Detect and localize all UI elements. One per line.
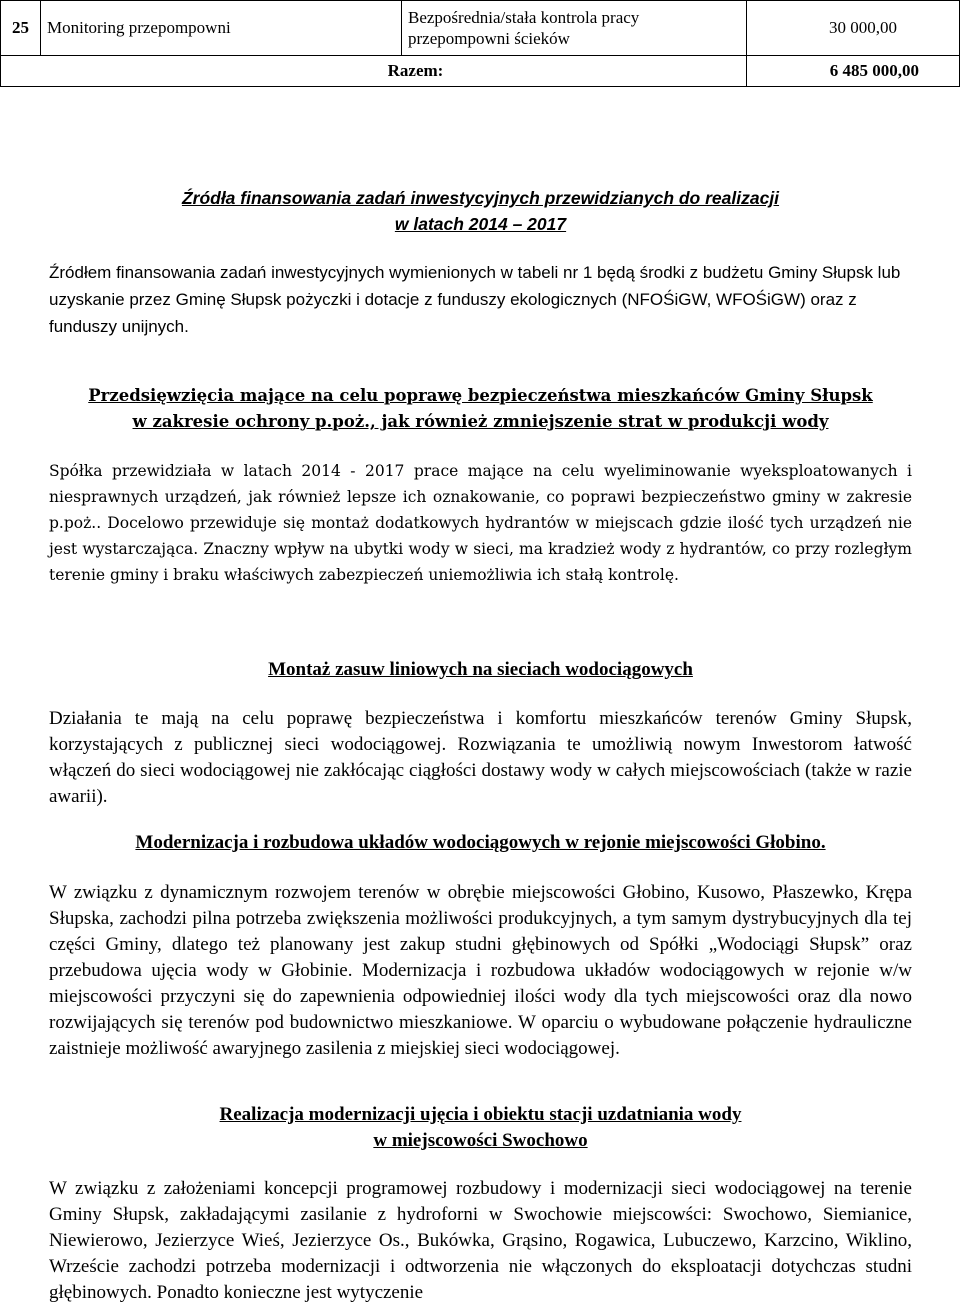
safety-heading-line1: Przedsięwzięcia mające na celu poprawę bezpieczeństwa mieszkańców Gminy Słupsk — [88, 386, 873, 405]
financing-heading-line2: w latach 2014 – 2017 — [394, 214, 567, 234]
globino-heading: Modernizacja i rozbudowa układów wodociągowych w rejonie miejscowości Głobino. — [135, 832, 826, 853]
task-description-line1: Bezpośrednia/stała kontrola pracy — [408, 8, 640, 27]
sum-value: 6 485 000,00 — [747, 56, 960, 87]
swochowo-heading-line2: w miejscowości Swochowo — [373, 1130, 588, 1151]
investment-table — [0, 0, 960, 87]
safety-heading — [49, 383, 912, 435]
financing-heading — [49, 185, 912, 237]
task-description — [402, 1, 747, 56]
sum-label: Razem: — [1, 56, 747, 87]
swochowo-heading — [49, 1102, 912, 1154]
safety-heading-line2: w zakresie ochrony p.poż., jak również zmniejszenie strat w produkcji wody — [132, 412, 829, 431]
task-value: 30 000,00 — [747, 1, 960, 56]
valves-heading: Montaż zasuw liniowych na sieciach wodociągowych — [268, 659, 693, 680]
safety-paragraph: Spółka przewidziała w latach 2014 - 2017 prace mające na celu wyeliminowanie wyeksploatowanych i niesprawnych urządzeń, jak również lepsze ich oznakowanie, co poprawi bezpieczeństwo gminy w zakresie p.poż.. Docelowo przewiduje się montaż dodatkowych hydrantów w miejscach gdzie ilość tych urządzeń nie jest wystarczająca. Znaczny wpływ na ubytki wody w sieci, ma kradzież wody z hydrantów, co przy rozległym terenie gminy i braku właściwych zabezpieczeń uniemożliwia ich stałą kontrolę. — [49, 462, 912, 584]
globino-paragraph: W związku z dynamicznym rozwojem terenów w obrębie miejscowości Głobino, Kusowo, Płaszewko, Krępa Słupska, zachodzi pilna potrzeba zwiększenia możliwości produkcyjnych, a tym samym dystrybucyjnych dla tej części Gminy, dlatego też planowany jest zakup studni głębinowych od Spółki „Wodociągi Słupsk” oraz przebudowa ujęcia wody w Głobinie. Modernizacja i rozbudowa układów wodociągowych w rejonie w/w miejscowości przyczyni się do zapewnienia odpowiedniej ilości wody dla tych miejscowości oraz dla nowo rozwijających się terenów pod budownictwo mieszkaniowe. W oparciu o wybudowane połączenie hydrauliczne zaistnieje możliwość awaryjnego zasilenia z miejskiej sieci wodociągowej. — [49, 882, 912, 1059]
row-number: 25 — [1, 1, 41, 56]
swochowo-heading-line1: Realizacja modernizacji ujęcia i obiektu stacji uzdatniania wody — [219, 1104, 742, 1125]
task-name: Monitoring przepompowni — [41, 1, 402, 56]
valves-paragraph: Działania te mają na celu poprawę bezpieczeństwa i komfortu mieszkańców terenów Gminy Słupsk, korzystających z publicznej sieci wodociągowej. Rozwiązania te umożliwią nowym Inwestorom łatwość włączeń do sieci wodociągowej nie zakłócając ciągłości dostawy wody w całych miejscowościach (także w razie awarii). — [49, 708, 912, 807]
financing-heading-line1: Źródła finansowania zadań inwestycyjnych przewidzianych do realizacji — [181, 188, 780, 208]
task-description-line2: przepompowni ścieków — [408, 29, 570, 48]
table-sum-row — [1, 56, 960, 87]
table-row — [1, 1, 960, 56]
swochowo-paragraph: W związku z założeniami koncepcji programowej rozbudowy i modernizacji sieci wodociągowej na terenie Gminy Słupsk, zakładającymi zasilanie z hydroforni w Swochowie miejscowści: Swochowo, Siemianice, Niewierowo, Jezierzyce Wieś, Jezierzyce Os., Bukówka, Grąsino, Rogawica, Lubuczewo, Karzcino, Wiklino, Wrzeście zachodzi potrzeba modernizacji i odtworzenia nie włączonych do eksploatacji dotychczas studni głębinowych. Ponadto konieczne jest wytyczenie — [49, 1178, 912, 1303]
financing-paragraph: Źródłem finansowania zadań inwestycyjnych wymienionych w tabeli nr 1 będą środki z budżetu Gminy Słupsk lub uzyskanie przez Gminę Słupsk pożyczki i dotacje z funduszy ekologicznych (NFOŚiGW, WFOŚiGW) oraz z funduszy unijnych. — [49, 263, 901, 336]
